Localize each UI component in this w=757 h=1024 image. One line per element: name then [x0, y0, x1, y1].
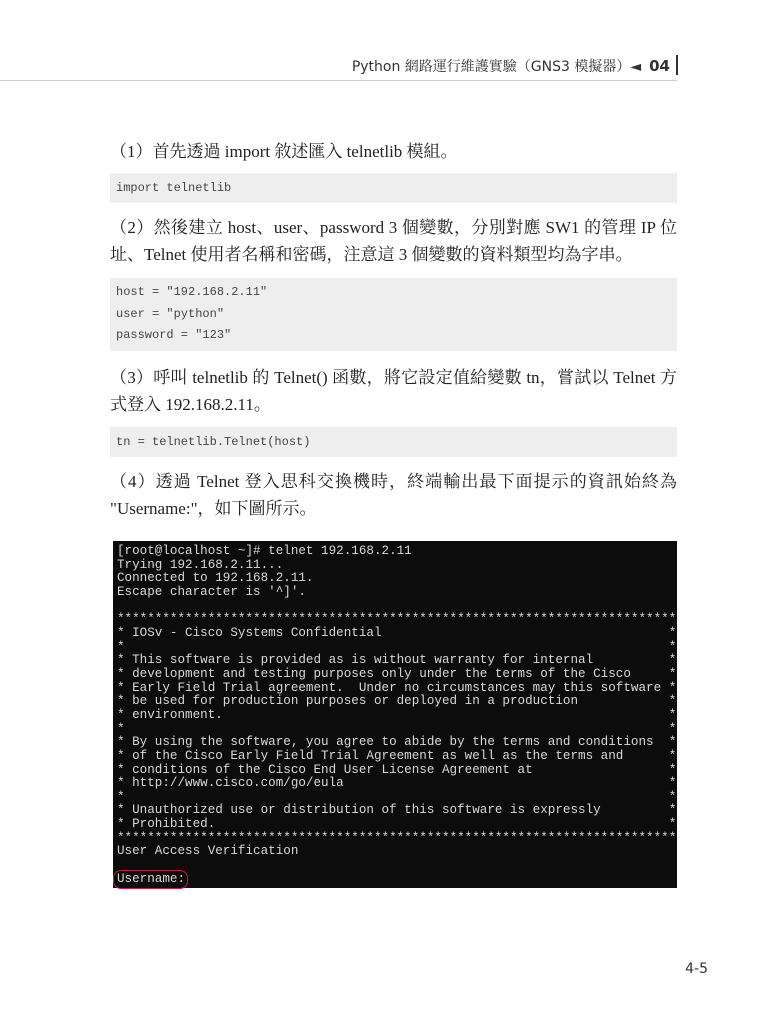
code-block-2: host = "192.168.2.11" user = "python" password = "123"	[110, 278, 677, 351]
page-number: 4-5	[685, 961, 708, 977]
header-title: Python 網路運行維護實驗（GNS3 模擬器）◄	[351, 59, 642, 75]
code-block-3: tn = telnetlib.Telnet(host)	[110, 427, 677, 457]
header-divider	[676, 55, 678, 75]
terminal-output: [root@localhost ~]# telnet 192.168.2.11 Trying 192.168.2.11... Connected to 192.168.2.11. Escape character is '^]'. ************************************************************************** * IOSv - Cisco Systems Confidential * * * * This software is provided as is without warranty for internal * * development and testing purposes only under the terms of the Cisco * * Early Field Trial agreement. Under no circumstances may this software * * be used for production purposes or deployed in a production * * environment. * * * * By using the software, you agree to abide by the terms and conditions * * of the Cisco Early Field Trial Agreement as well as the terms and * * conditions of the Cisco End User License Agreement at * * http://www.cisco.com/go/eula * * * * Unauthorized use or distribution of this software is expressly * * Prohibited. * ************************************************************************** User Access Verification Username:	[117, 544, 677, 886]
step-1: （1）首先透過 import 敘述匯入 telnetlib 模組。	[110, 142, 458, 161]
running-header	[352, 56, 670, 76]
step-3: （3）呼叫 telnetlib 的 Telnet() 函數，將它設定值給變數 tn，嘗試以 Telnet 方式登入 192.168.2.11。	[110, 368, 677, 414]
step-4: （4）透過 Telnet 登入思科交換機時，終端輸出最下面提示的資訊始終為 "Username:"，如下圖所示。	[110, 472, 677, 518]
code-block-1: import telnetlib	[110, 173, 677, 203]
step-2: （2）然後建立 host、user、password 3 個變數，分別對應 SW1 的管理 IP 位址、Telnet 使用者名稱和密碼，注意這 3 個變數的資料類型均為字串。	[110, 218, 677, 264]
terminal-screenshot	[113, 541, 677, 888]
username-highlight-circle	[113, 870, 188, 889]
chapter-number: 04	[649, 57, 670, 75]
header-rule	[0, 80, 677, 81]
